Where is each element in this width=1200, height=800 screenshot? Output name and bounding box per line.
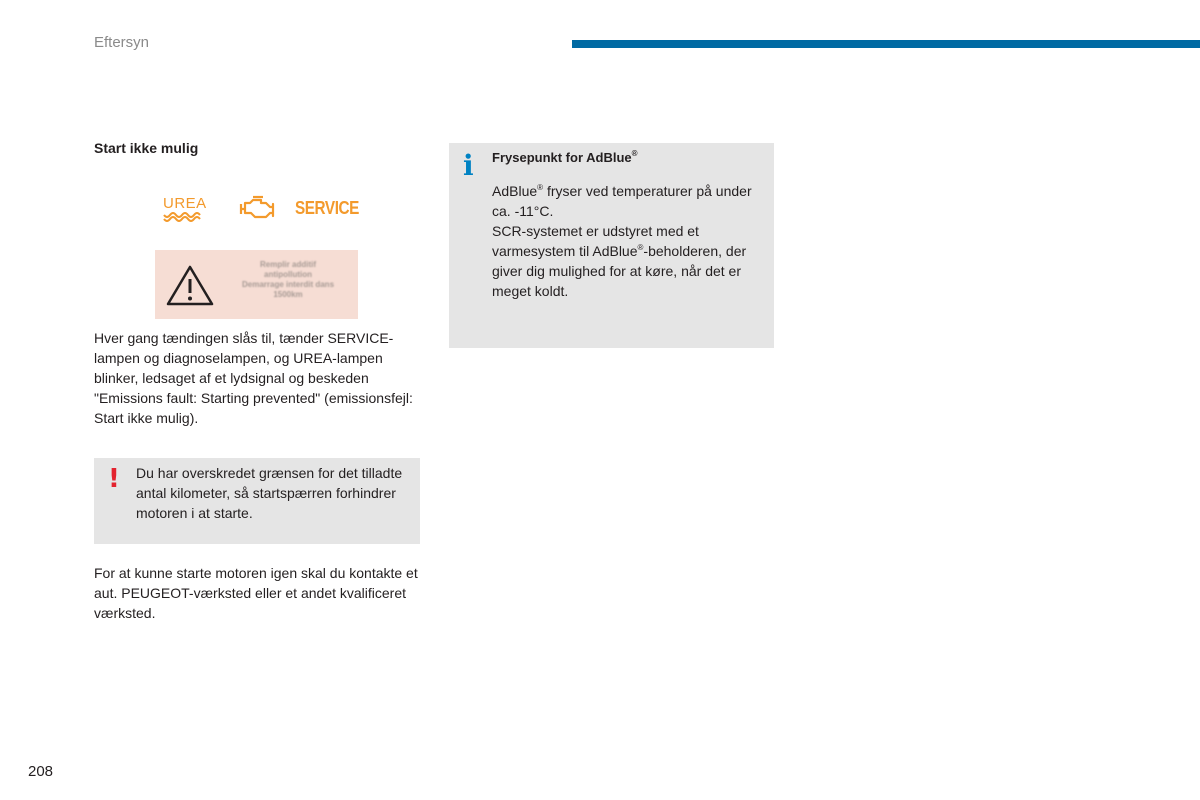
info-text-part: fryser ved temperaturer på under ca. -11°C. xyxy=(492,183,752,219)
exclamation-icon: ! xyxy=(108,464,120,494)
info-text xyxy=(492,181,762,301)
info-text-part: SCR-systemet er udstyret med et varmesystem til AdBlue xyxy=(492,223,699,259)
urea-lamp-label: UREA xyxy=(163,195,207,212)
registered-mark: ® xyxy=(631,149,638,158)
section-heading: Start ikke mulig xyxy=(94,140,199,156)
info-text-part: AdBlue xyxy=(492,183,538,199)
service-lamp-label: SERVICE xyxy=(295,198,359,218)
display-line: Demarrage interdit dans xyxy=(241,280,335,289)
paragraph-contact-workshop: For at kunne starte motoren igen skal du kontakte et aut. PEUGEOT-værksted eller et andet kvalificeret værksted. xyxy=(94,565,418,621)
warning-note xyxy=(94,458,420,544)
paragraph-ignition: Hver gang tændingen slås til, tænder SERVICE-lampen og diagnoselampen, og UREA-lampen blinker, ledsaget af et lydsignal og beskeden "Emissions fault: Starting prevented" (emissionsfejl: Start ikke mulig). xyxy=(94,330,413,426)
display-line: Remplir additif xyxy=(259,260,316,269)
info-paragraph xyxy=(492,221,762,301)
display-line: antipollution xyxy=(264,270,312,279)
display-line: 1500km xyxy=(273,290,303,299)
info-icon: i xyxy=(463,149,474,182)
info-text-part: -beholderen, der giver dig mulighed for at køre, når det er meget koldt. xyxy=(492,243,747,299)
page-number: 208 xyxy=(28,763,54,780)
warning-triangle-icon xyxy=(164,262,216,308)
registered-mark: ® xyxy=(537,183,544,192)
warning-lamps xyxy=(160,192,360,228)
info-title xyxy=(492,150,638,165)
engine-diagnostic-icon xyxy=(237,194,279,224)
info-note xyxy=(449,143,774,348)
warning-text: Du har overskredet grænsen for det tilladte antal kilometer, så startspærren forhindrer motoren i at starte. xyxy=(136,465,403,521)
instrument-display xyxy=(155,250,358,319)
header-accent-bar xyxy=(572,40,1200,48)
section-header-title: Eftersyn xyxy=(94,34,150,51)
display-message xyxy=(227,260,349,300)
registered-mark: ® xyxy=(637,243,644,252)
info-title-text: Frysepunkt for AdBlue xyxy=(492,150,632,165)
urea-waves-icon xyxy=(163,212,205,222)
info-paragraph xyxy=(492,181,762,221)
